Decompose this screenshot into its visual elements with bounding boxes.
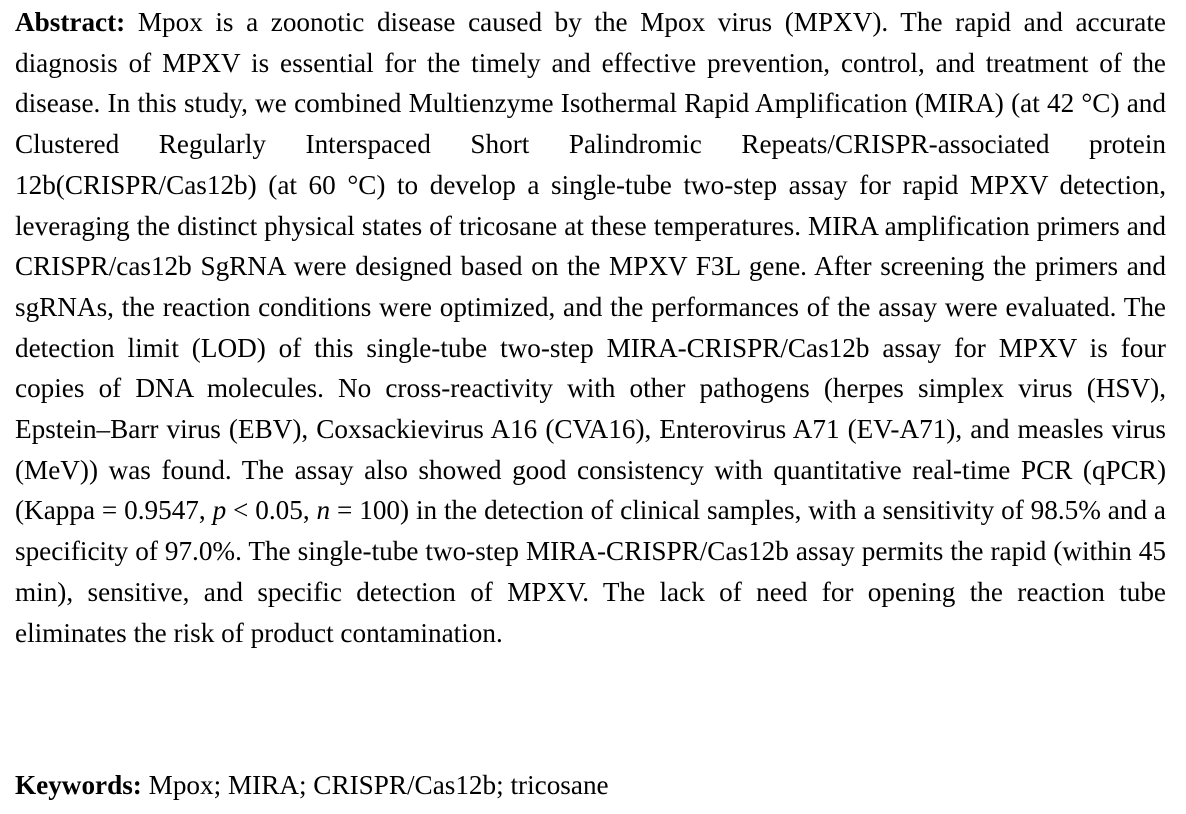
n-variable: n [316, 495, 331, 526]
abstract-text-part-2: < 0.05, [226, 495, 317, 526]
p-value-variable: p [212, 495, 227, 526]
keywords-text: Mpox; MIRA; CRISPR/Cas12b; tricosane [141, 770, 609, 800]
keywords-label: Keywords: [15, 770, 142, 800]
keywords-line [15, 765, 609, 806]
abstract-paragraph [15, 0, 1166, 653]
abstract-label: Abstract: [15, 7, 126, 37]
abstract-text-part-1: Mpox is a zoonotic disease caused by the Mpox virus (MPXV). The rapid and accurate diagnosis of MPXV is essential for the timely and effective prevention, control, and treatment of the disease. In this study, we combined Multienzyme Isothermal Rapid Amplification (MIRA) (at 42 °C) and Clustered Regularly Interspaced Short Palindromic Repeats/CRISPR-associated protein 12b(CRISPR/Cas12b) (at 60 °C) to develop a single-tube two-step assay for rapid MPXV detection, leveraging the distinct physical states of tricosane at these temperatures. MIRA amplification primers and CRISPR/cas12b SgRNA were designed based on the MPXV F3L gene. After screening the primers and sgRNAs, the reaction conditions were optimized, and the performances of the assay were evaluated. The detection limit (LOD) of this single-tube two-step MIRA-CRISPR/Cas12b assay for MPXV is four copies of DNA molecules. No cross-reactivity with other pathogens (herpes simplex virus (HSV), Epstein–Barr virus (EBV), Coxsackievirus A16 (CVA16), Enterovirus A71 (EV-A71), and measles virus (MeV)) was found. The assay also showed good consistency with quantitative real-time PCR (qPCR) (Kappa = 0.9547, [15, 7, 1166, 526]
abstract-text-part-3: = 100) in the detection of clinical samples, with a sensitivity of 98.5% and a specificity of 97.0%. The single-tube two-step MIRA-CRISPR/Cas12b assay permits the rapid (within 45 min), sensitive, and specific detection of MPXV. The lack of need for opening the reaction tube eliminates the risk of product contamination. [15, 495, 1166, 648]
